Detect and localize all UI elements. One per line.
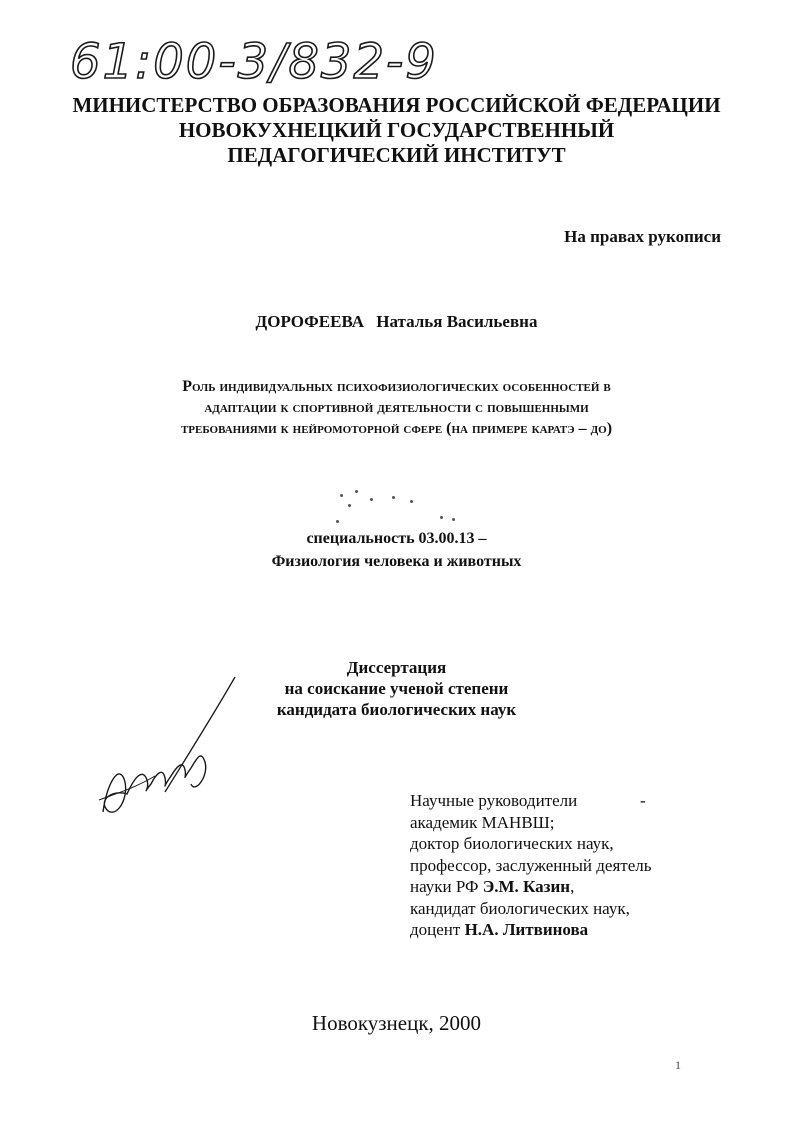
degree-line-1: Диссертация <box>346 658 447 677</box>
supervisor-kazin: Э.М. Казин <box>482 877 571 896</box>
page-number: 1 <box>675 1058 681 1072</box>
ministry-line-2: НОВОКУХНЕЦКИЙ ГОСУДАРСТВЕННЫЙ <box>178 118 615 142</box>
supervisor-line-4: профессор, заслуженный деятель <box>410 855 652 875</box>
supervisor-litvinova: Н.А. Литвинова <box>464 920 589 939</box>
author-name <box>0 312 793 332</box>
degree-line-2: на соискание ученой степени <box>284 679 509 698</box>
supervisors-block <box>410 790 730 941</box>
specialty-name: Физиология человека и животных <box>271 553 522 570</box>
specialty <box>0 527 793 573</box>
author-surname: ДОРОФЕЕВА <box>255 312 364 331</box>
supervisor-line-5-suffix: , <box>570 877 575 896</box>
archive-number-text: 61:00-3/832-9 <box>70 34 438 90</box>
archive-number-handwritten <box>70 18 450 98</box>
supervisor-line-5-prefix: науки РФ <box>410 877 483 896</box>
degree-line-3: кандидата биологических наук <box>276 700 517 719</box>
supervisor-line-7 <box>410 919 730 941</box>
supervisor-line-3: доктор биологических наук, <box>410 834 614 853</box>
ministry-header <box>0 93 793 168</box>
supervisors-dash: - <box>640 791 646 810</box>
author-given-names: Наталья Васильевна <box>376 312 538 331</box>
ministry-line-1: МИНИСТЕРСТВО ОБРАЗОВАНИЯ РОССИЙСКОЙ ФЕДЕРАЦИИ <box>72 93 721 117</box>
handwritten-signature <box>95 672 245 842</box>
title-line-1: Роль индивидуальных психофизиологических особенностей в <box>182 378 611 395</box>
supervisors-heading <box>410 790 730 812</box>
dissertation-title <box>0 376 793 439</box>
scan-specks <box>300 480 480 530</box>
specialty-code: специальность 03.00.13 – <box>306 530 487 547</box>
supervisor-line-5 <box>410 876 730 898</box>
title-line-3: требованиями к нейромоторной сфере (на примере каратэ – до) <box>180 420 613 437</box>
ministry-line-3: ПЕДАГОГИЧЕСКИЙ ИНСТИТУТ <box>227 143 566 167</box>
title-line-2: адаптации к спортивной деятельности с повышенными <box>204 399 589 416</box>
supervisors-heading-text: Научные руководители <box>410 791 578 810</box>
rights-note: На правах рукописи <box>564 227 721 246</box>
supervisor-line-6: кандидат биологических наук, <box>410 898 630 918</box>
city-year: Новокузнецк, 2000 <box>311 1011 482 1035</box>
supervisor-line-7-prefix: доцент <box>410 920 465 939</box>
supervisor-line-2: академик МАНВШ; <box>410 812 555 832</box>
